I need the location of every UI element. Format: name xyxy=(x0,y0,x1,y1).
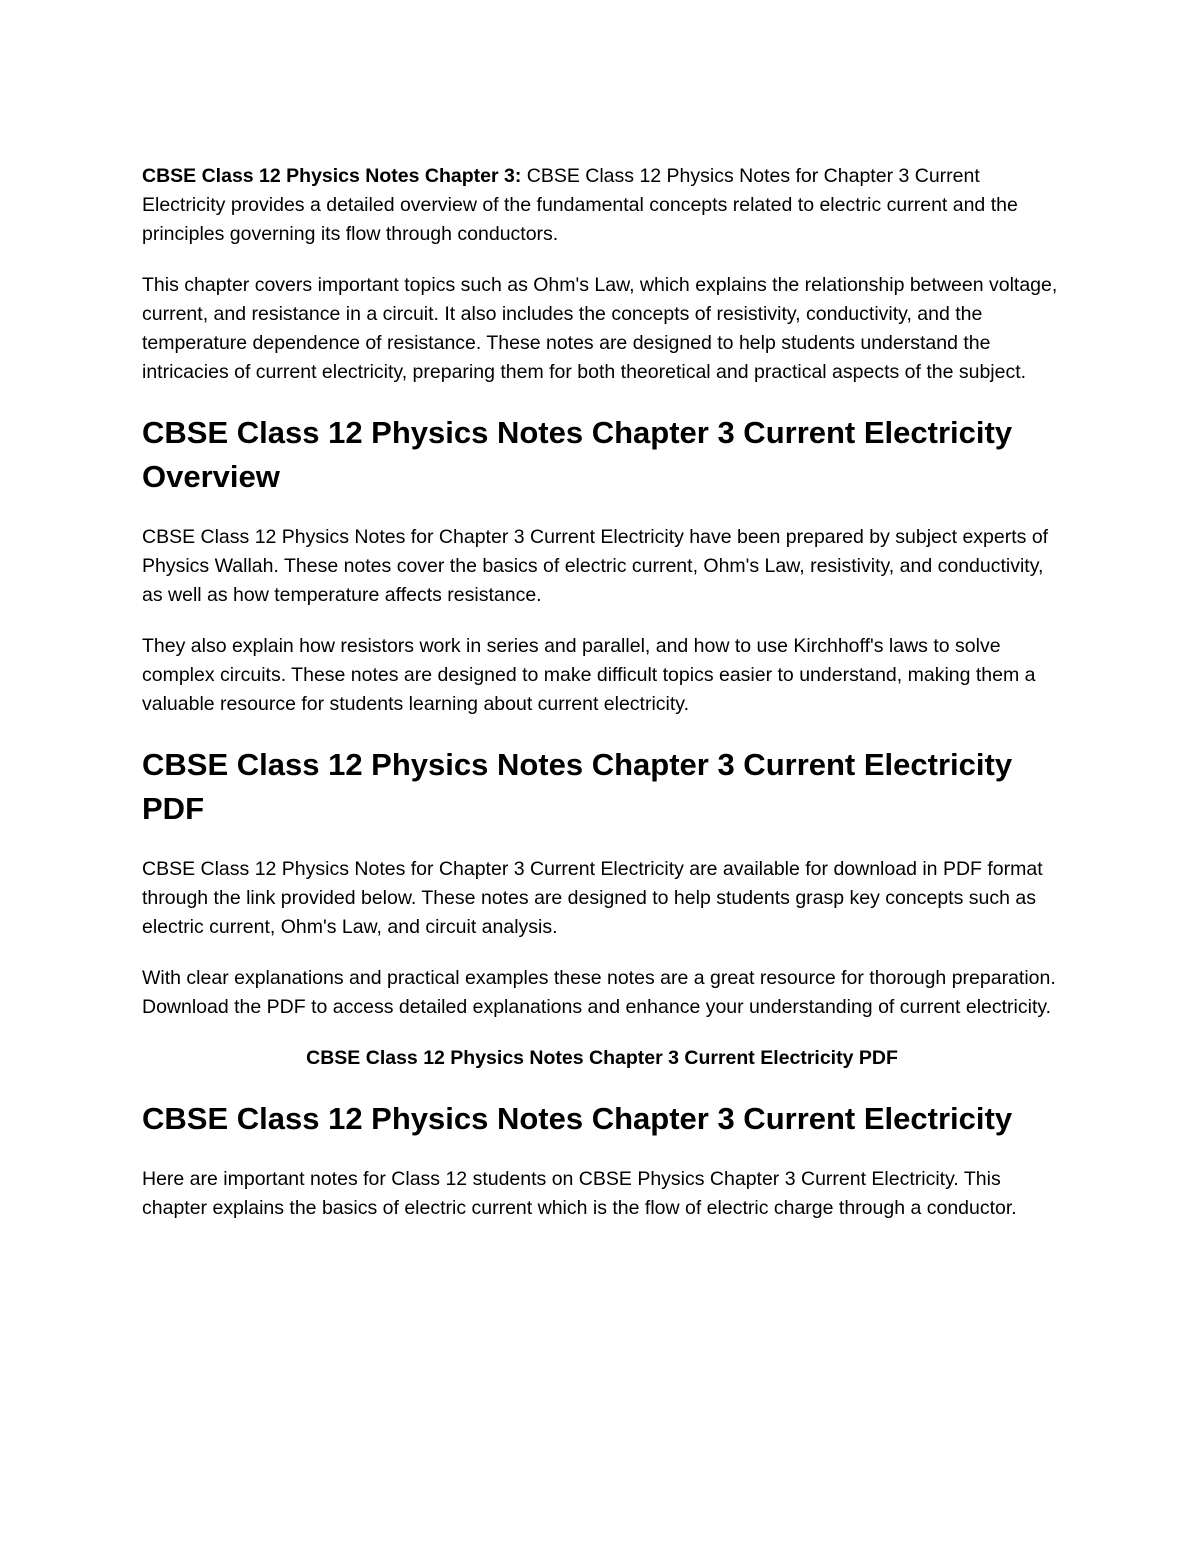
intro-paragraph-2: This chapter covers important topics such as Ohm's Law, which explains the relationship between voltage, current, and resistance in a circuit. It also includes the concepts of resistivity, conductivity, and the temperature dependence of resistance. These notes are designed to help students understand the intricacies of current electricity, preparing them for both theoretical and practical aspects of the subject. xyxy=(142,274,1058,383)
document-page xyxy=(142,162,1062,1245)
intro-paragraph xyxy=(142,162,1062,249)
pdf-heading: CBSE Class 12 Physics Notes Chapter 3 Current Electricity PDF xyxy=(142,747,1013,826)
overview-heading: CBSE Class 12 Physics Notes Chapter 3 Current Electricity Overview xyxy=(142,415,1013,494)
intro-lead-text: CBSE Class 12 Physics Notes for Chapter 3 Current Electricity provides a detailed overview of the fundamental concepts related to electric current and the principles governing its flow through conductors. xyxy=(142,165,1018,245)
overview-paragraph-1: CBSE Class 12 Physics Notes for Chapter 3 Current Electricity have been prepared by subject experts of Physics Wallah. These notes cover the basics of electric current, Ohm's Law, resistivity, and conductivity, as well as how temperature affects resistance. xyxy=(142,526,1049,606)
pdf-paragraph-2: With clear explanations and practical examples these notes are a great resource for thorough preparation. Download the PDF to access detailed explanations and enhance your understanding of current electricity. xyxy=(142,967,1056,1018)
pdf-paragraph-1: CBSE Class 12 Physics Notes for Chapter 3 Current Electricity are available for download in PDF format through the link provided below. These notes are designed to help students grasp key concepts such as electric current, Ohm's Law, and circuit analysis. xyxy=(142,858,1043,938)
pdf-download-link[interactable]: CBSE Class 12 Physics Notes Chapter 3 Current Electricity PDF xyxy=(306,1047,898,1069)
intro-lead-bold: CBSE Class 12 Physics Notes Chapter 3: xyxy=(142,165,522,187)
notes-paragraph-1: Here are important notes for Class 12 students on CBSE Physics Chapter 3 Current Electricity. This chapter explains the basics of electric current which is the flow of electric charge through a conductor. xyxy=(142,1168,1017,1219)
notes-heading: CBSE Class 12 Physics Notes Chapter 3 Current Electricity xyxy=(142,1101,1013,1136)
overview-paragraph-2: They also explain how resistors work in series and parallel, and how to use Kirchhoff's laws to solve complex circuits. These notes are designed to make difficult topics easier to understand, making them a valuable resource for students learning about current electricity. xyxy=(142,635,1036,715)
